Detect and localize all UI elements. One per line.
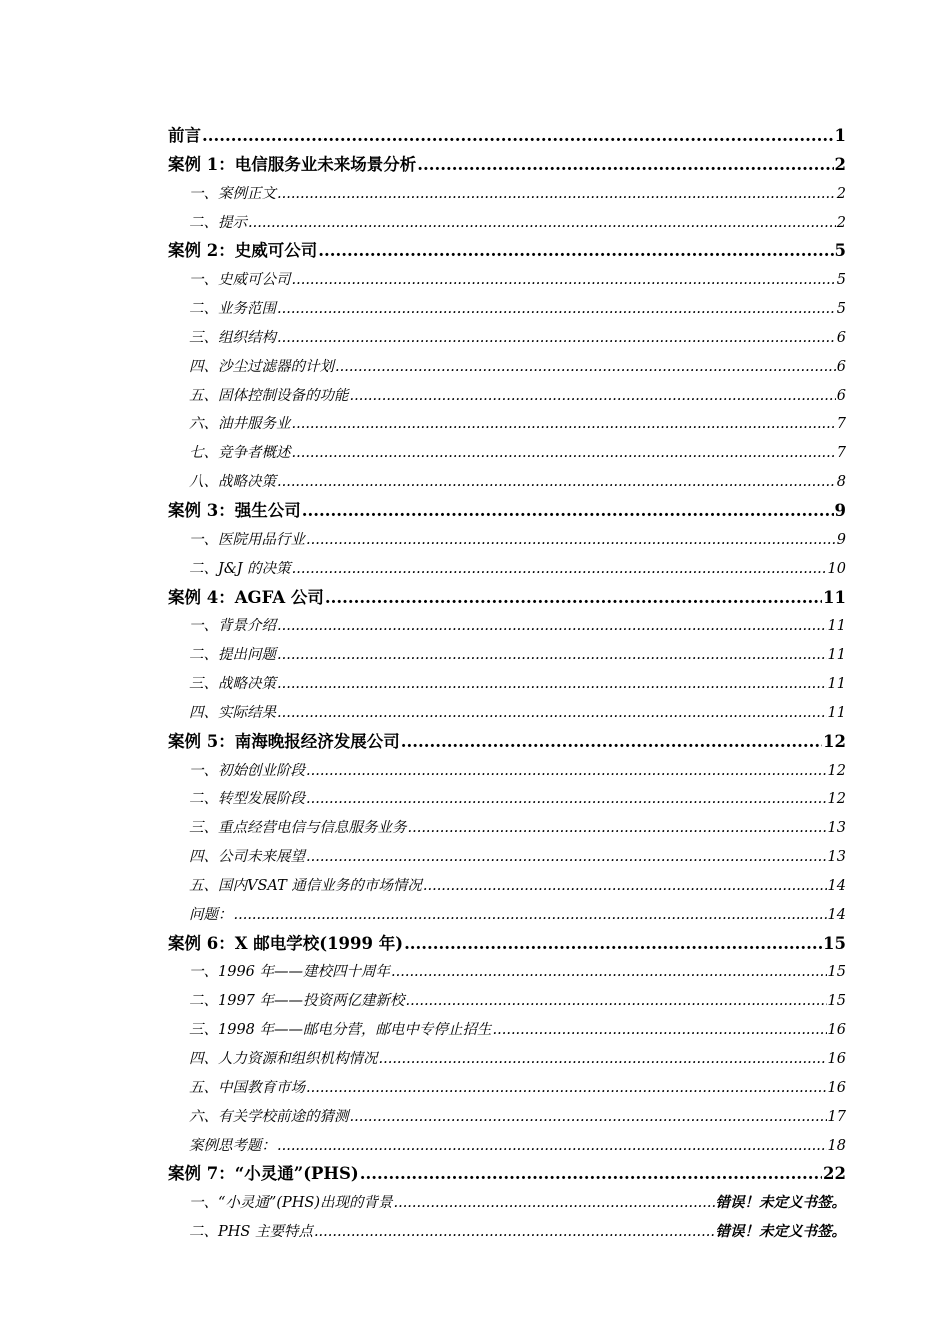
dot-leader: [306, 757, 827, 786]
toc-entry-title: 一、医院用品行业: [189, 531, 305, 548]
toc-page-number: 7: [836, 416, 846, 433]
toc-page-number: 6: [836, 387, 846, 404]
toc-entry-title: 二、业务范围: [189, 301, 276, 318]
toc-section-entry[interactable]: [168, 1045, 846, 1074]
toc-entry-title: 一、初始创业阶段: [189, 762, 305, 779]
toc-page-number: 11: [827, 704, 846, 721]
dot-leader: [277, 641, 827, 670]
toc-page-number: 2: [836, 185, 846, 202]
dot-leader: [277, 180, 836, 209]
toc-section-entry[interactable]: [168, 410, 846, 439]
toc-entry-title: 八、战略决策: [189, 474, 276, 491]
toc-page-number: 5: [836, 272, 846, 289]
dot-leader: [350, 1103, 827, 1132]
toc-page-number: 18: [827, 1137, 846, 1154]
toc-entry-title: 二、1997 年——投资两亿建新校: [189, 993, 405, 1010]
toc-section-entry[interactable]: [168, 180, 846, 209]
toc-page-number: 6: [836, 358, 846, 375]
toc-entry-title: 一、史威可公司: [189, 272, 291, 289]
toc-chapter-entry[interactable]: [168, 728, 846, 757]
dot-leader: [292, 410, 836, 439]
toc-section-entry[interactable]: [168, 266, 846, 295]
toc-entry-title: 一、“小灵通”(PHS)出现的背景: [189, 1195, 393, 1212]
toc-page-number: 15: [823, 933, 846, 953]
dot-leader: [406, 987, 827, 1016]
toc-entry-title: 三、1998 年——邮电分营，邮电中专停止招生: [189, 1022, 492, 1039]
toc-page-number: 11: [827, 676, 846, 693]
dot-leader: [360, 1160, 822, 1189]
toc-entry-title: 四、实际结果: [189, 704, 276, 721]
toc-bookmark-error: 错误！未定义书签。: [715, 1223, 846, 1241]
toc-page-number: 15: [827, 993, 846, 1010]
toc-section-entry[interactable]: [168, 1016, 846, 1045]
toc-chapter-entry[interactable]: [168, 930, 846, 959]
toc-section-entry[interactable]: [168, 295, 846, 324]
toc-page-number: 13: [827, 849, 846, 866]
toc-entry-title: 案例 1：电信服务业未来场景分析: [168, 154, 417, 174]
toc-entry-title: 案例 7：“小灵通”(PHS): [168, 1164, 359, 1184]
dot-leader: [350, 382, 836, 411]
dot-leader: [306, 843, 827, 872]
toc-entry-title: 三、战略决策: [189, 676, 276, 693]
toc-section-entry[interactable]: [168, 843, 846, 872]
toc-chapter-entry[interactable]: [168, 584, 846, 613]
toc-entry-title: 三、重点经营电信与信息服务业务: [189, 820, 407, 837]
toc-page-number: 9: [834, 500, 846, 520]
toc-section-entry[interactable]: [168, 699, 846, 728]
toc-section-entry[interactable]: [168, 382, 846, 411]
dot-leader: [306, 526, 836, 555]
toc-section-entry[interactable]: [168, 1103, 846, 1132]
dot-leader: [302, 497, 834, 526]
dot-leader: [318, 237, 833, 266]
dot-leader: [393, 1189, 714, 1218]
toc-section-entry[interactable]: [168, 612, 846, 641]
toc-chapter-entry[interactable]: [168, 151, 846, 180]
toc-page-number: 10: [827, 560, 846, 577]
toc-section-entry[interactable]: [168, 555, 846, 584]
toc-page-number: 14: [827, 906, 846, 923]
toc-page-number: 13: [827, 820, 846, 837]
toc-section-entry[interactable]: [168, 641, 846, 670]
toc-section-entry[interactable]: [168, 1189, 846, 1218]
toc-section-entry[interactable]: [168, 468, 846, 497]
toc-section-entry[interactable]: [168, 757, 846, 786]
toc-entry-title: 二、J&J 的决策: [189, 560, 291, 577]
dot-leader: [248, 209, 836, 238]
dot-leader: [292, 439, 836, 468]
dot-leader: [277, 468, 836, 497]
toc-section-entry[interactable]: [168, 353, 846, 382]
toc-entry-title: 案例 5：南海晚报经济发展公司: [168, 731, 400, 751]
toc-entry-title: 三、组织结构: [189, 329, 276, 346]
toc-entry-title: 案例 4：AGFA 公司: [168, 587, 324, 607]
toc-page-number: 8: [836, 474, 846, 491]
toc-entry-title: 二、PHS 主要特点: [189, 1224, 313, 1241]
dot-leader: [292, 555, 827, 584]
toc-page-number: 1: [834, 126, 846, 145]
toc-chapter-entry[interactable]: [168, 122, 846, 151]
toc-section-entry[interactable]: [168, 1132, 846, 1161]
toc-section-entry[interactable]: [168, 901, 846, 930]
toc-entry-title: 五、国内VSAT 通信业务的市场情况: [189, 877, 422, 894]
toc-entry-title: 六、油井服务业: [189, 416, 291, 433]
toc-page-number: 5: [836, 301, 846, 318]
toc-page-number: 16: [827, 1022, 846, 1039]
toc-section-entry[interactable]: [168, 1074, 846, 1103]
toc-page-number: 7: [836, 445, 846, 462]
dot-leader: [408, 814, 827, 843]
toc-entry-title: 案例 3：强生公司: [168, 500, 301, 520]
toc-page-number: 16: [827, 1079, 846, 1096]
toc-page-number: 11: [827, 618, 846, 635]
dot-leader: [292, 266, 836, 295]
dot-leader: [306, 785, 827, 814]
toc-bookmark-error: 错误！未定义书签。: [715, 1194, 846, 1212]
dot-leader: [314, 1218, 715, 1247]
toc-page-number: 12: [827, 762, 846, 779]
toc-entry-title: 四、公司未来展望: [189, 849, 305, 866]
toc-section-entry[interactable]: [168, 439, 846, 468]
toc-page-number: 12: [827, 791, 846, 808]
dot-leader: [401, 728, 822, 757]
toc-section-entry[interactable]: [168, 785, 846, 814]
toc-page-number: 5: [834, 241, 846, 261]
toc-section-entry[interactable]: [168, 324, 846, 353]
toc-section-entry[interactable]: [168, 670, 846, 699]
toc-section-entry[interactable]: [168, 209, 846, 238]
dot-leader: [277, 612, 827, 641]
dot-leader: [493, 1016, 827, 1045]
table-of-contents: [168, 122, 846, 1247]
toc-page-number: 2: [834, 154, 846, 174]
toc-entry-title: 七、竞争者概述: [189, 445, 291, 462]
toc-page-number: 12: [823, 731, 846, 751]
dot-leader: [277, 670, 827, 699]
dot-leader: [306, 1074, 827, 1103]
toc-page-number: 15: [827, 964, 846, 981]
toc-entry-title: 六、有关学校前途的猜测: [189, 1108, 349, 1125]
toc-section-entry[interactable]: [168, 814, 846, 843]
toc-entry-title: 前言: [168, 126, 201, 145]
toc-page-number: 22: [823, 1164, 846, 1184]
dot-leader: [417, 151, 833, 180]
toc-chapter-entry[interactable]: [168, 237, 846, 266]
dot-leader: [423, 872, 827, 901]
dot-leader: [277, 1132, 827, 1161]
dot-leader: [277, 324, 836, 353]
toc-chapter-entry[interactable]: [168, 497, 846, 526]
toc-entry-title: 五、固体控制设备的功能: [189, 387, 349, 404]
toc-page-number: 14: [827, 877, 846, 894]
toc-section-entry[interactable]: [168, 1218, 846, 1247]
toc-page-number: 9: [836, 531, 846, 548]
dot-leader: [335, 353, 836, 382]
toc-page-number: 16: [827, 1051, 846, 1067]
toc-page-number: 6: [836, 329, 846, 346]
toc-entry-title: 二、提示: [189, 214, 247, 231]
toc-page-number: 2: [836, 214, 846, 231]
toc-entry-title: 一、1996 年——建校四十周年: [189, 964, 391, 981]
toc-entry-title: 一、案例正文: [189, 185, 276, 202]
toc-entry-title: 问题：: [189, 906, 233, 923]
toc-chapter-entry[interactable]: [168, 1160, 846, 1189]
dot-leader: [234, 901, 827, 930]
toc-page-number: 11: [827, 647, 846, 664]
toc-entry-title: 五、中国教育市场: [189, 1079, 305, 1096]
toc-entry-title: 四、人力资源和组织机构情况: [189, 1051, 378, 1067]
toc-entry-title: 二、转型发展阶段: [189, 791, 305, 808]
dot-leader: [277, 699, 827, 728]
toc-entry-title: 案例 6：X 邮电学校(1999 年): [168, 933, 404, 953]
toc-page-number: 17: [827, 1108, 846, 1125]
toc-entry-title: 案例思考题：: [189, 1137, 276, 1154]
toc-section-entry[interactable]: [168, 526, 846, 555]
toc-section-entry[interactable]: [168, 872, 846, 901]
toc-section-entry[interactable]: [168, 987, 846, 1016]
dot-leader: [404, 930, 822, 959]
dot-leader: [202, 122, 834, 151]
dot-leader: [277, 295, 836, 324]
toc-page-number: 11: [823, 587, 846, 607]
toc-entry-title: 一、背景介绍: [189, 618, 276, 635]
dot-leader: [325, 584, 822, 613]
dot-leader: [391, 958, 827, 987]
toc-entry-title: 案例 2：史威可公司: [168, 241, 318, 261]
toc-section-entry[interactable]: [168, 958, 846, 987]
toc-entry-title: 四、沙尘过滤器的计划: [189, 358, 334, 375]
toc-entry-title: 二、提出问题: [189, 647, 276, 664]
dot-leader: [379, 1045, 827, 1074]
